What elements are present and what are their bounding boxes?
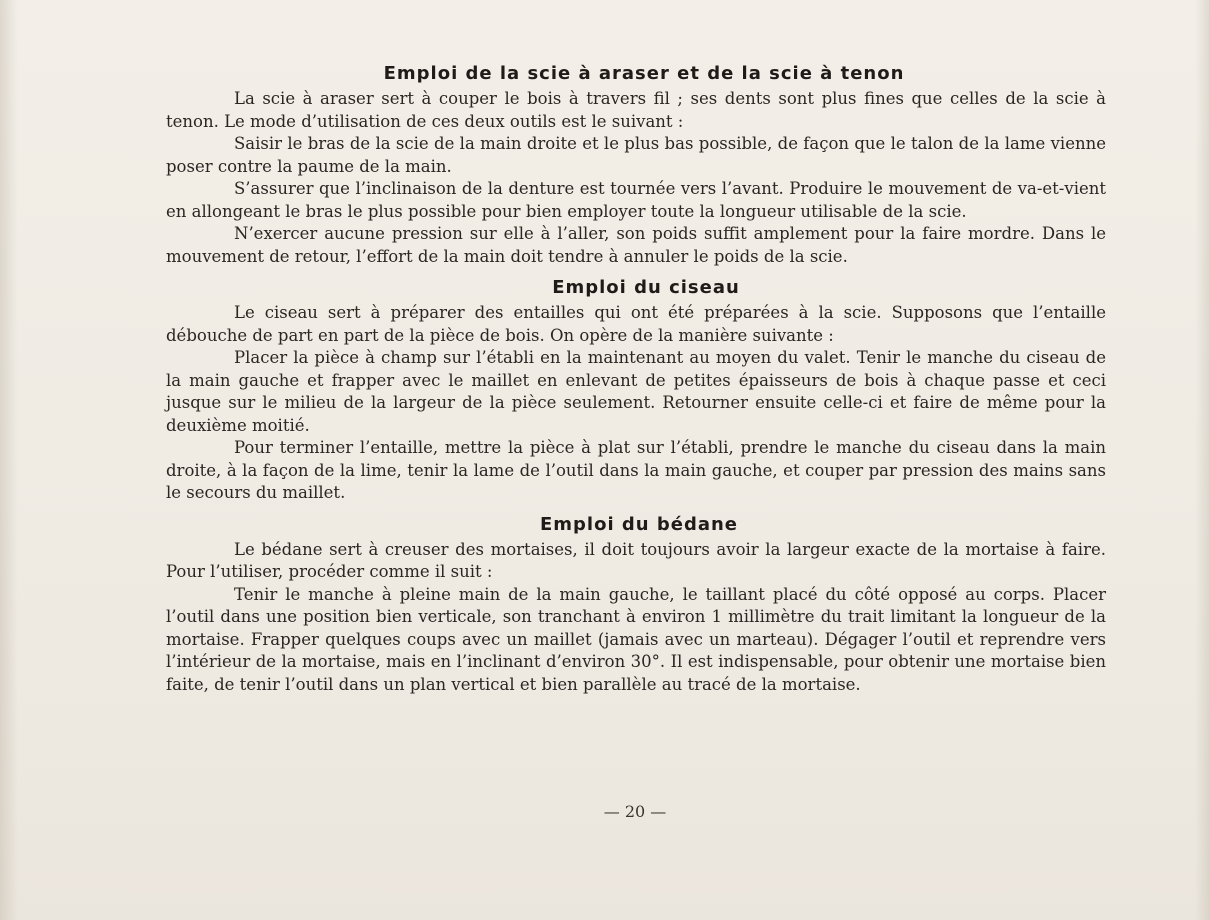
section-title: Emploi du bédane: [539, 513, 739, 535]
paragraph: S’assurer que l’inclinaison de la denture est tournée vers l’avant. Produire le mouvement de va-et-vient en allongeant le bras le plus possible pour bien employer toute la longueur utilisable de la scie.: [166, 179, 1106, 221]
section-ciseau: [166, 274, 1106, 505]
page-content: [166, 60, 1106, 702]
section-scie: [166, 60, 1106, 268]
paragraph: Le ciseau sert à préparer des entailles qui ont été préparées à la scie. Supposons que l’entaille débouche de part en part de la pièce de bois. On opère de la manière suivante :: [166, 303, 1106, 345]
page-fold-shadow-left: [0, 0, 18, 920]
page-number: — 20 —: [603, 802, 667, 821]
paragraph: Le bédane sert à creuser des mortaises, il doit toujours avoir la largeur exacte de la mortaise à faire. Pour l’utiliser, procéder comme il suit :: [166, 539, 1106, 581]
paragraph: N’exercer aucune pression sur elle à l’aller, son poids suffit amplement pour la faire mordre. Dans le mouvement de retour, l’effort de la main doit tendre à annuler le poids de la scie.: [166, 224, 1106, 266]
page-fold-shadow-right: [1195, 0, 1209, 920]
paragraph: Pour terminer l’entaille, mettre la pièce à plat sur l’établi, prendre le manche du ciseau dans la main droite, à la façon de la lime, tenir la lame de l’outil dans la main gauche, et couper par pression des mains sans le secours du maillet.: [166, 438, 1106, 502]
section-title: Emploi du ciseau: [552, 277, 740, 298]
section-bedane: [166, 511, 1106, 697]
paragraph: Saisir le bras de la scie de la main droite et le plus bas possible, de façon que le talon de la lame vienne poser contre la paume de la main.: [166, 134, 1106, 176]
section-title: Emploi de la scie à araser et de la scie à tenon: [383, 63, 905, 84]
paragraph: La scie à araser sert à couper le bois à travers fil ; ses dents sont plus fines que celles de la scie à tenon. Le mode d’utilisation de ces deux outils est le suivant :: [166, 89, 1106, 131]
paragraph: Tenir le manche à pleine main de la main gauche, le taillant placé du côté opposé au corps. Placer l’outil dans une position bien verticale, son tranchant à environ 1 millimètre du trait limitant la longueur de la mortaise. Frapper quelques coups avec un maillet (jamais avec un marteau). Dégager l’outil et reprendre vers l’intérieur de la mortaise, mais en l’inclinant d’environ 30°. Il est indispensable, pour obtenir une mortaise bien faite, de tenir l’outil dans un plan vertical et bien parallèle au tracé de la mortaise.: [166, 584, 1106, 694]
paragraph: Placer la pièce à champ sur l’établi en la maintenant au moyen du valet. Tenir le manche du ciseau de la main gauche et frapper avec le maillet en enlevant de petites épaisseurs de bois à chaque passe et ceci jusque sur le milieu de la largeur de la pièce seulement. Retourner ensuite celle-ci et faire de même pour la deuxième moitié.: [166, 348, 1106, 435]
